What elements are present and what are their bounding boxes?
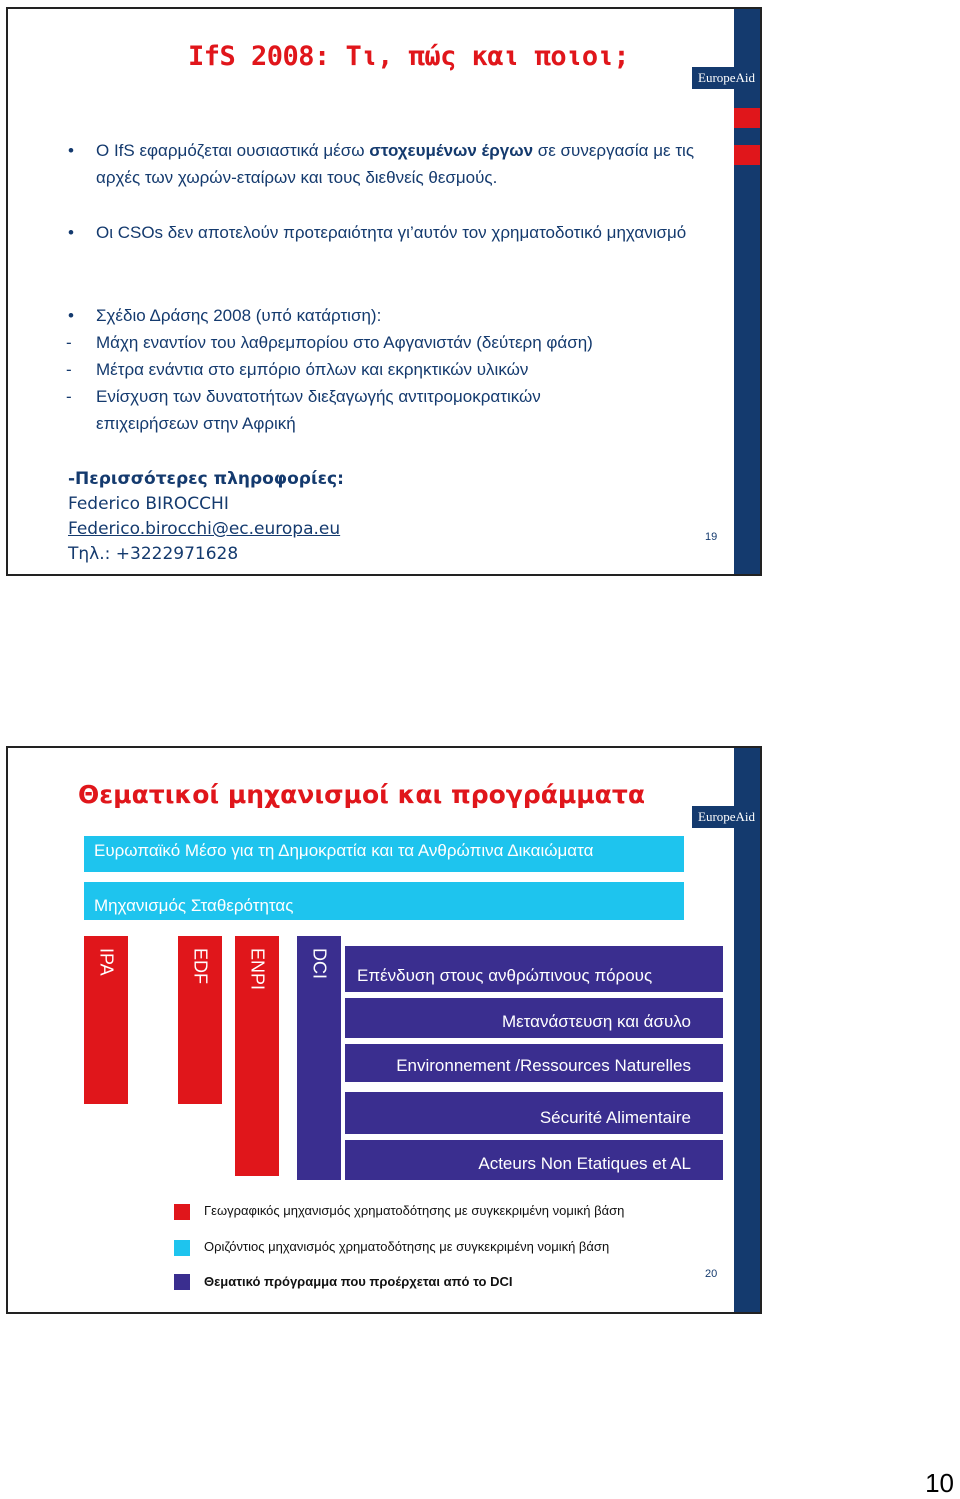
instrument-bar-stability xyxy=(84,882,684,920)
programme-label: Μετανάστευση και άσυλο xyxy=(501,1012,691,1031)
slide-19 xyxy=(6,7,762,576)
dash-item xyxy=(66,356,528,383)
bullet-dot-icon: • xyxy=(68,141,74,160)
programme-row xyxy=(345,946,723,992)
bullet-text xyxy=(96,137,716,191)
programme-label: Acteurs Non Etatiques et AL xyxy=(478,1154,691,1173)
programme-label: Sécurité Alimentaire xyxy=(539,1108,691,1127)
programme-label: Environnement /Ressources Naturelles xyxy=(396,1056,691,1075)
legend-swatch-cyan xyxy=(174,1240,190,1256)
slide-sidebar xyxy=(734,9,760,574)
more-info-label: -Περισσότερες πληροφορίες: xyxy=(68,469,344,489)
contact-email xyxy=(68,519,340,539)
programme-row xyxy=(345,1092,723,1134)
contact-phone: Τηλ.: +3222971628 xyxy=(68,544,239,564)
legend-swatch-purple xyxy=(174,1274,190,1290)
instrument-bar-label: Ευρωπαϊκό Μέσο για τη Δημοκρατία και τα Ανθρώπινα Δικαιώματα xyxy=(94,841,594,860)
dash-symbol: - xyxy=(66,360,72,379)
bullet-text: Οι CSOs δεν αποτελούν προτεραιότητα γι’αυτόν τον χρηματοδοτικό μηχανισμό xyxy=(96,223,687,242)
europeaid-logo: EuropeAid xyxy=(692,806,760,828)
geo-column-edf xyxy=(178,936,222,1104)
geo-column-enpi xyxy=(235,936,279,1176)
contact-name: Federico BIROCCHI xyxy=(68,494,229,514)
column-label: EDF xyxy=(190,948,211,984)
bullet-text: Σχέδιο Δράσης 2008 (υπό κατάρτιση): xyxy=(96,306,382,325)
bullet-text-bold: στοχευμένων έργων xyxy=(369,141,534,160)
legend-text: Οριζόντιος μηχανισμός χρηματοδότησης με συγκεκριμένη νομική βάση xyxy=(204,1239,610,1254)
slide-20 xyxy=(6,746,762,1314)
programme-label: Επένδυση στους ανθρώπινους πόρους xyxy=(357,966,653,985)
sidebar-red-mark xyxy=(734,145,760,165)
legend-text: Θεματικό πρόγραμμα που προέρχεται από το DCI xyxy=(204,1274,513,1289)
dash-item-text: επιχειρήσεων στην Αφρική xyxy=(96,414,296,433)
programme-row xyxy=(345,1044,723,1082)
dash-item-continuation xyxy=(66,410,296,437)
slide-title: IfS 2008: Τι, πώς και ποιοι; xyxy=(188,41,630,72)
bullet-text-post: σε συνεργασία με τις αρχές των χωρών-εταίρων και τους διεθνείς θεσμούς. xyxy=(96,141,695,187)
document-page-number: 10 xyxy=(925,1468,954,1498)
dash-item-text: Μέτρα ενάντια στο εμπόριο όπλων και εκρηκτικών υλικών xyxy=(96,360,529,379)
geo-column-dci xyxy=(297,936,341,1180)
programme-row xyxy=(345,1140,723,1180)
slide-title: Θεματικοί μηχανισμοί και προγράμματα xyxy=(78,780,645,809)
legend-swatch-red xyxy=(174,1204,190,1220)
slide-page-number: 19 xyxy=(705,531,718,543)
europeaid-logo: EuropeAid xyxy=(692,67,760,89)
legend-text: Γεωγραφικός μηχανισμός χρηματοδότησης με συγκεκριμένη νομική βάση xyxy=(204,1203,625,1218)
dash-item-text: Ενίσχυση των δυνατοτήτων διεξαγωγής αντιτρομοκρατικών xyxy=(96,387,541,406)
instrument-bar-eidhr xyxy=(84,836,684,872)
slide-sidebar xyxy=(734,748,760,1312)
contact-email-link[interactable]: Federico.birocchi@ec.europa.eu xyxy=(68,519,341,539)
programme-row xyxy=(345,998,723,1038)
column-label: DCI xyxy=(309,948,330,979)
geo-column-ipa xyxy=(84,936,128,1104)
sidebar-red-mark xyxy=(734,108,760,128)
bullet-text-pre: Ο IfS εφαρμόζεται ουσιαστικά μέσω xyxy=(96,141,370,160)
instrument-bar-label: Μηχανισμός Σταθερότητας xyxy=(94,896,294,915)
slide-page-number: 20 xyxy=(705,1268,718,1280)
dash-symbol: - xyxy=(66,333,72,352)
dash-symbol: - xyxy=(66,387,72,406)
dash-item-text: Μάχη εναντίον του λαθρεμπορίου στο Αφγανιστάν (δεύτερη φάση) xyxy=(96,333,593,352)
dash-item xyxy=(66,329,593,356)
column-label: IPA xyxy=(96,948,117,976)
column-label: ENPI xyxy=(247,948,268,991)
bullet-dot-icon: • xyxy=(68,223,74,242)
bullet-dot-icon: • xyxy=(68,306,74,325)
dash-item xyxy=(66,383,541,410)
